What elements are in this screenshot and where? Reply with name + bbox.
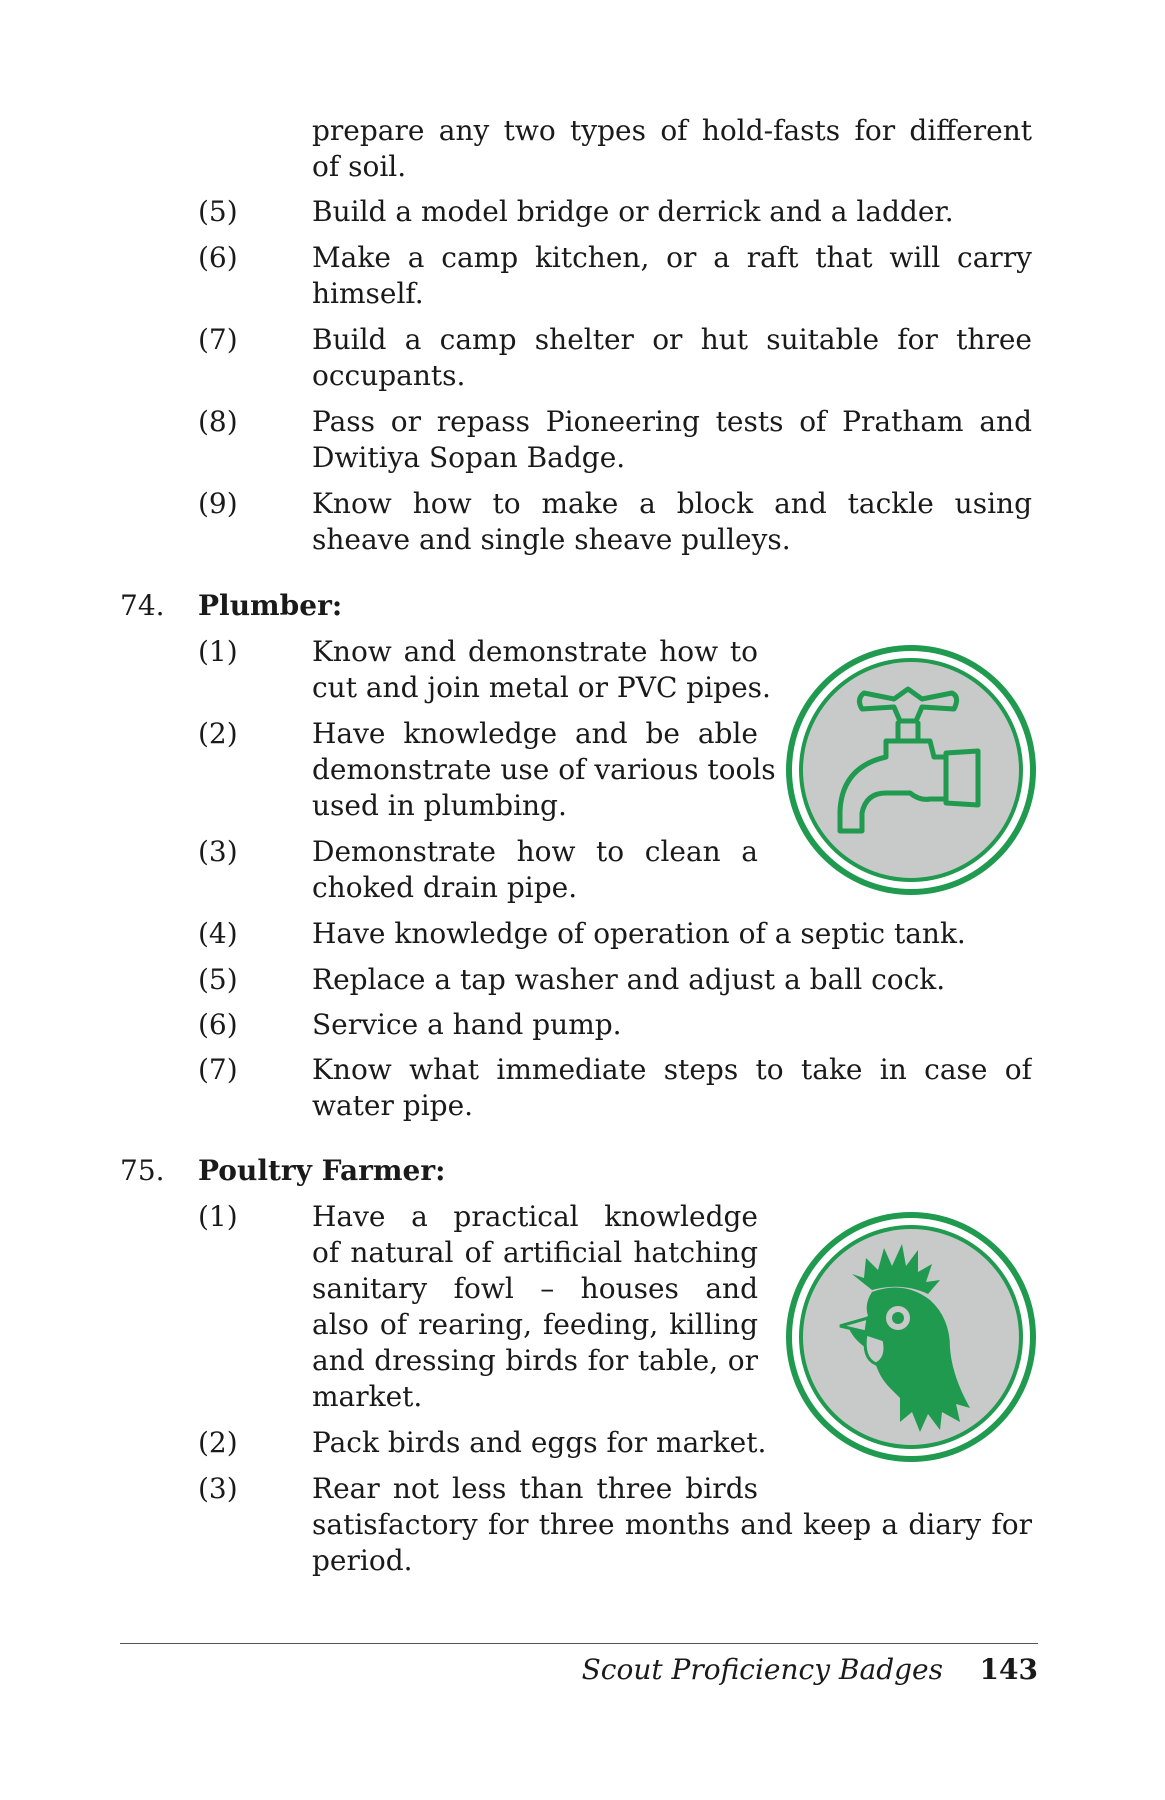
item-line: Dwitiya Sopan Badge. <box>312 441 626 474</box>
item-line: himself. <box>312 277 424 310</box>
item-line: Build a camp shelter or hut suitable for three <box>312 323 1032 356</box>
item-line: Have knowledge of operation of a septic tank. <box>312 917 966 950</box>
item-line: Replace a tap washer and adjust a ball cock. <box>312 963 946 996</box>
item-line: water pipe. <box>312 1089 474 1122</box>
item-line: Know and demonstrate how to <box>312 635 758 668</box>
item-line: Know what immediate steps to take in case of <box>312 1053 1032 1086</box>
continuation-line: prepare any two types of hold-fasts for different <box>312 114 1032 147</box>
item-line: sheave and single sheave pulleys. <box>312 523 791 556</box>
page-number: 143 <box>979 1653 1038 1686</box>
item-line: Make a camp kitchen, or a raft that will carry <box>312 241 1032 274</box>
item-number: (5) <box>198 963 238 996</box>
item-number: (1) <box>198 635 238 668</box>
section-number: 75. <box>120 1154 165 1187</box>
item-number: (2) <box>198 717 238 750</box>
item-line: Build a model bridge or derrick and a ladder. <box>312 195 954 228</box>
item-line: and dressing birds for table, or <box>312 1344 758 1377</box>
item-line: period. <box>312 1544 413 1577</box>
item-line: market. <box>312 1380 423 1413</box>
item-line: Pass or repass Pioneering tests of Pratham and <box>312 405 1032 438</box>
item-line: sanitary fowl – houses and <box>312 1272 758 1305</box>
item-line: Rear not less than three birds <box>312 1472 758 1505</box>
section-title: Plumber: <box>198 589 343 622</box>
item-line: Have knowledge and be able <box>312 717 758 750</box>
item-line: Pack birds and eggs for market. <box>312 1426 767 1459</box>
item-number: (8) <box>198 405 238 438</box>
poultry-badge <box>782 1208 1040 1466</box>
item-number: (3) <box>198 1472 238 1505</box>
item-number: (5) <box>198 195 238 228</box>
item-line: of natural of artificial hatching <box>312 1236 758 1269</box>
continuation-line: of soil. <box>312 150 407 183</box>
item-line: used in plumbing. <box>312 789 567 822</box>
footer-rule <box>120 1643 1038 1644</box>
item-number: (6) <box>198 241 238 274</box>
item-number: (4) <box>198 917 238 950</box>
item-line: Know how to make a block and tackle using <box>312 487 1032 520</box>
item-number: (3) <box>198 835 238 868</box>
item-number: (7) <box>198 323 238 356</box>
item-number: (2) <box>198 1426 238 1459</box>
item-number: (7) <box>198 1053 238 1086</box>
item-line: choked drain pipe. <box>312 871 578 904</box>
item-line: Demonstrate how to clean a <box>312 835 758 868</box>
item-number: (6) <box>198 1008 238 1041</box>
item-line: satisfactory for three months and keep a diary for <box>312 1508 1032 1541</box>
item-number: (1) <box>198 1200 238 1233</box>
item-line: Service a hand pump. <box>312 1008 622 1041</box>
footer-title: Scout Proficiency Badges <box>581 1653 943 1686</box>
plumber-badge <box>782 641 1040 899</box>
item-number: (9) <box>198 487 238 520</box>
item-line: also of rearing, feeding, killing <box>312 1308 758 1341</box>
item-line: demonstrate use of various tools <box>312 753 776 786</box>
item-line: cut and join metal or PVC pipes. <box>312 671 771 704</box>
item-line: occupants. <box>312 359 466 392</box>
item-line: Have a practical knowledge <box>312 1200 758 1233</box>
section-title: Poultry Farmer: <box>198 1154 446 1187</box>
section-number: 74. <box>120 589 165 622</box>
